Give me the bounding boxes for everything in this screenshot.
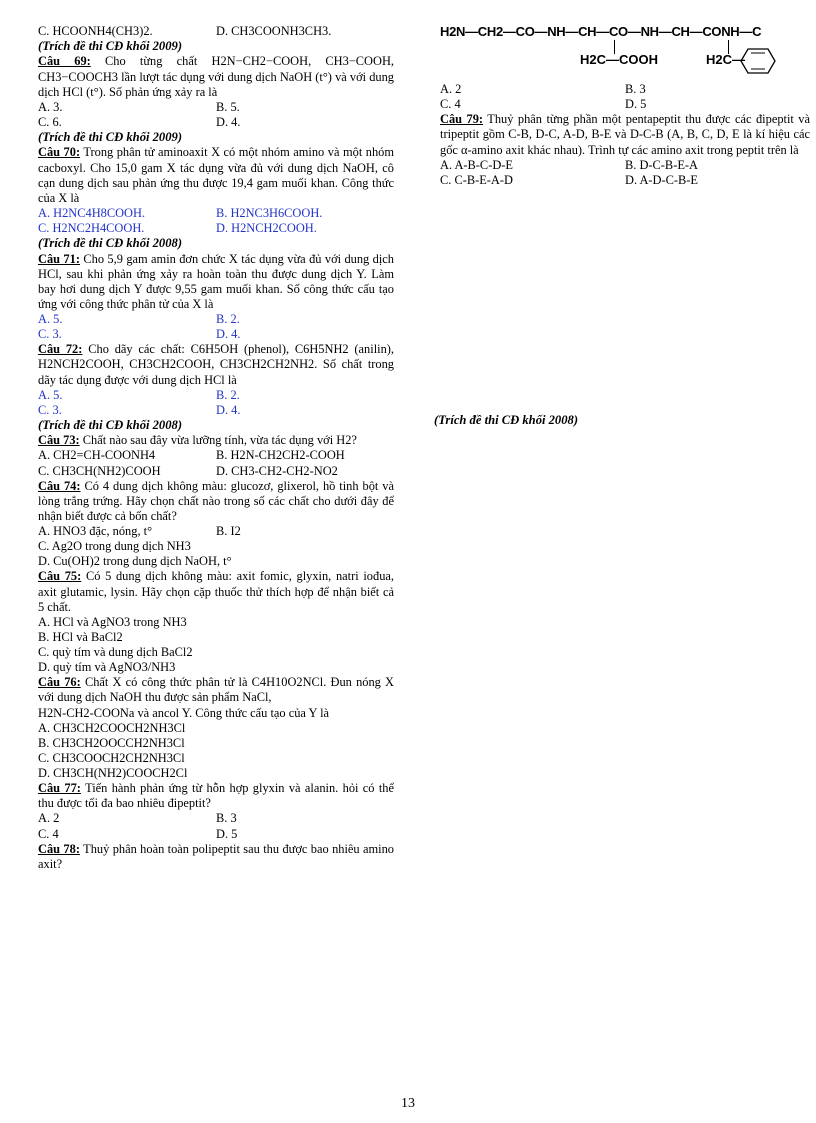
option: D. CH3CH(NH2)COOCH2Cl (38, 766, 188, 781)
question-70-options (38, 206, 394, 236)
option: B. HCl và BaCl2 (38, 629, 123, 644)
option: C. CH3COOCH2CH2NH3Cl (38, 750, 185, 765)
source-note: (Trích đề thi CĐ khối 2008) (38, 236, 183, 251)
question-72-options (38, 388, 394, 418)
formula-main-chain: H2N—CH2—CO—NH—CH—CO—NH—CH—CONH—C (440, 24, 762, 39)
question-79-options (440, 158, 810, 188)
option: B. I2 (216, 524, 241, 539)
option: C. 4 (440, 97, 461, 112)
option: A. CH3CH2COOCH2NH3Cl (38, 720, 186, 735)
page-number: 13 (401, 1096, 415, 1111)
option: B. 2. (216, 312, 240, 327)
question-74-options (38, 524, 394, 539)
option-c: C. HCOONH4(CH3)2. (38, 24, 153, 38)
option: D. 4. (216, 327, 241, 342)
option: C. CH3CH(NH2)COOH (38, 463, 161, 478)
option-d: D. CH3COONH3CH3. (216, 24, 332, 38)
option: D. 4. (216, 114, 241, 129)
option: A. CH2=CH-COONH4 (38, 448, 156, 463)
option: C. H2NC2H4COOH. (38, 221, 145, 236)
polypeptide-formula (440, 24, 810, 80)
question-70: Câu 70: Trong phân tử aminoaxit X có một nhóm amino và một nhóm cacboxyl. Cho 15,0 gam X tác dụng vừa đủ với dung dịch NaOH, cô cạn dung dịch sau phản ứng thu được 19,4 gam muối khan. Công thức của X là (38, 145, 394, 205)
option: A. 2 (38, 811, 60, 826)
question-78-options (440, 82, 810, 112)
question-71: Câu 71: Cho 5,9 gam amin đơn chức X tác dụng vừa đủ với dung dịch HCl, sau khi phản ứng xảy ra hoàn toàn thu được dung dịch Y. Làm bay hơi dung dịch Y được 9,55 gam muối khan. Số công thức cấu tạo ứng với công thức phân tử của X là (38, 251, 394, 311)
option: B. D-C-B-E-A (625, 157, 698, 172)
option: D. 4. (216, 402, 241, 417)
formula-side-chain-1: H2C—COOH (580, 52, 659, 67)
option: A. 3. (38, 99, 63, 114)
option: B. CH3CH2OOCCH2NH3Cl (38, 735, 185, 750)
option: D. 5 (216, 826, 238, 841)
option: B. 5. (216, 99, 240, 114)
left-column (38, 24, 394, 872)
option: D. Cu(OH)2 trong dung dịch NaOH, t° (38, 554, 232, 569)
option: A. 2 (440, 82, 462, 96)
option: C. quỳ tím và dung dịch BaCl2 (38, 645, 193, 660)
option: D. A-D-C-B-E (625, 172, 698, 187)
option: D. CH3-CH2-CH2-NO2 (216, 463, 338, 478)
option: A. H2NC4H8COOH. (38, 205, 146, 220)
question-73: Câu 73: Chất nào sau đây vừa lưỡng tính, vừa tác dụng với H2? (38, 433, 357, 448)
option: C. 6. (38, 114, 62, 129)
option: C. 3. (38, 402, 62, 417)
option: C. Ag2O trong dung dịch NH3 (38, 539, 191, 554)
option: C. 3. (38, 327, 62, 342)
question-78: Câu 78: Thuỷ phân hoàn toàn polipeptit sau thu được bao nhiêu amino axit? (38, 841, 394, 871)
question-77-options (38, 811, 394, 841)
source-note: (Trích đề thi CĐ khối 2009) (38, 39, 183, 54)
q68-options-tail (38, 24, 394, 39)
option: D. quỳ tím và AgNO3/NH3 (38, 660, 176, 675)
source-note: (Trích đề thi CĐ khối 2009) (38, 130, 183, 145)
option: D. 5 (625, 97, 647, 112)
question-72: Câu 72: Cho dãy các chất: C6H5OH (phenol), C6H5NH2 (anilin), H2NCH2COOH, CH3CH2COOH, CH3CH2CH2NH2. Số chất trong dãy tác dụng được với dung dịch HCl là (38, 342, 394, 387)
question-69: Câu 69: Cho từng chất H2N−CH2−COOH, CH3−COOH, CH3−COOCH3 lần lượt tác dụng với dung dịch NaOH (t°) và với dung dịch HCl (t°). Số phản ứng xảy ra là (38, 54, 394, 99)
option: C. 4 (38, 826, 59, 841)
question-77: Câu 77: Tiến hành phản ứng từ hỗn hợp glyxin và alanin. hỏi có thể thu được tối đa bao nhiêu đipeptit? (38, 781, 395, 811)
option: B. H2N-CH2CH2-COOH (216, 448, 345, 463)
option: A. HNO3 đặc, nóng, t° (38, 524, 153, 539)
benzene-ring-icon (740, 46, 776, 76)
option: A. A-B-C-D-E (440, 157, 513, 172)
source-note: (Trích đề thi CĐ khối 2008) (38, 417, 183, 432)
question-69-options (38, 100, 394, 130)
option: A. 5. (38, 387, 63, 402)
option: D. H2NCH2COOH. (216, 221, 317, 236)
option: B. 3 (216, 811, 237, 826)
formula-side-chain-2: H2C— (706, 52, 746, 67)
question-74: Câu 74: Có 4 dung dịch không màu: glucozơ, glixerol, hồ tinh bột và lòng trắng trứng. Hãy chọn chất nào trong số các chất cho dưới đây để nhận biết được cả bốn chất? (38, 478, 395, 523)
option: A. 5. (38, 312, 63, 327)
question-76-text-continued: H2N-CH2-COONa và ancol Y. Công thức cấu tạo của Y là (38, 705, 330, 720)
question-75: Câu 75: Có 5 dung dịch không màu: axit fomic, glyxin, natri iođua, axit glutamic, lysin. Hãy chọn cặp thuốc thử thích hợp để nhận biết cả 5 chất. (38, 569, 394, 614)
question-79: Câu 79: Thuỷ phân từng phần một pentapeptit thu được các đipeptit và tripeptit gồm C-B, D-C, A-D, B-E và D-C-B (A, B, C, D, E là kí hiệu các gốc α-amino axit khác nhau). Trình tự các amino axit trong peptit trên là (440, 112, 811, 157)
option: B. 2. (216, 387, 240, 402)
option: A. HCl và AgNO3 trong NH3 (38, 614, 187, 629)
question-71-options (38, 312, 394, 342)
option: B. H2NC3H6COOH. (216, 205, 323, 220)
question-76: Câu 76: Chất X có công thức phân tử là C4H10O2NCl. Đun nóng X với dung dịch NaOH thu được sản phẩm NaCl, (38, 675, 394, 705)
option: C. C-B-E-A-D (440, 172, 513, 187)
question-73-options (38, 448, 394, 478)
right-column (440, 24, 810, 188)
source-note: (Trích đề thi CĐ khối 2008) (434, 413, 579, 427)
option: B. 3 (625, 82, 646, 96)
